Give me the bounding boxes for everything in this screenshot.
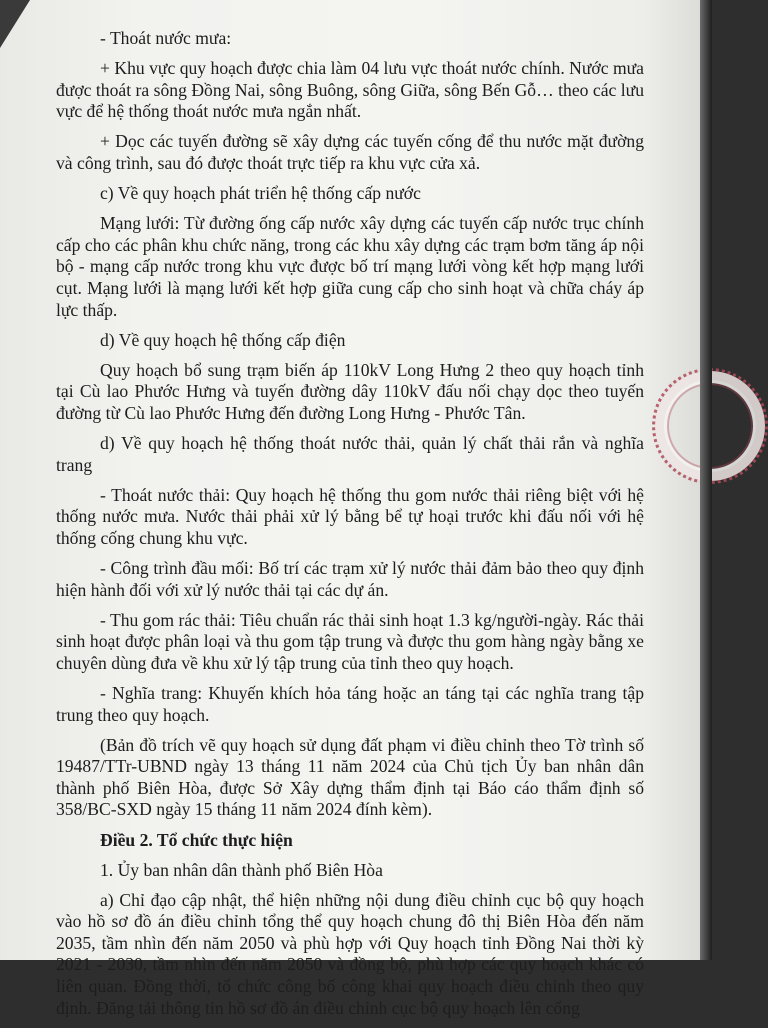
page-edge-shadow — [700, 0, 712, 960]
article-heading: Điều 2. Tổ chức thực hiện — [100, 829, 293, 850]
paragraph: a) Chỉ đạo cập nhật, thể hiện những nội dung điều chỉnh cục bộ quy hoạch vào hồ sơ đồ án điều chỉnh tổng thể quy hoạch chung đô thị Biên Hòa đến năm 2035, tầm nhìn đến năm 2050 và phù hợp với Quy hoạch tỉnh Đồng Nai thời kỳ 2021 - 2030, tầm nhìn đến năm 2050 và đồng bộ, phù hợp các quy hoạch khác có liên quan. Đồng thời, tổ chức công bố công khai quy hoạch điều chỉnh theo quy định. Đăng tải thông tin hồ sơ đồ án điều chỉnh cục bộ quy hoạch lên cổng — [56, 889, 644, 1018]
paragraph: - Thoát nước mưa: — [100, 28, 232, 48]
section-heading: d) Về quy hoạch hệ thống cấp điện — [100, 329, 346, 350]
paragraph: Mạng lưới: Từ đường ống cấp nước xây dựng các tuyến cấp nước trục chính cấp cho các phân khu chức năng, trong các khu xây dựng các trạm bơm tăng áp nội bộ - mạng cấp nước trong khu vực được bố trí mạng lưới vòng kết hợp mạng lưới cụt. Mạng lưới là mạng lưới kết hợp giữa cung cấp cho sinh hoạt và chữa cháy áp lực thấp. — [56, 213, 644, 320]
document-body — [56, 28, 644, 1028]
paragraph: + Khu vực quy hoạch được chia làm 04 lưu vực thoát nước chính. Nước mưa được thoát ra sông Đồng Nai, sông Buông, sông Giữa, sông Bến Gỗ… theo các lưu vực để hệ thống thoát nước mưa ngắn nhất. — [56, 58, 644, 122]
paragraph: - Nghĩa trang: Khuyến khích hỏa táng hoặc an táng tại các nghĩa trang tập trung theo quy hoạch. — [56, 682, 644, 725]
paragraph: - Thoát nước thải: Quy hoạch hệ thống thu gom nước thải riêng biệt với hệ thống nước mưa. Nước thải phải xử lý bằng bể tự hoại trước khi đấu nối với hệ thống cống chung khu vực. — [56, 484, 644, 548]
section-heading: 1. Ủy ban nhân dân thành phố Biên Hòa — [100, 859, 383, 880]
paragraph: (Bản đồ trích vẽ quy hoạch sử dụng đất phạm vi điều chỉnh theo Tờ trình số 19487/TTr-UBND ngày 13 tháng 11 năm 2024 của Chủ tịch Ủy ban nhân dân thành phố Biên Hòa, được Sở Xây dựng thẩm định tại Báo cáo thẩm định số 358/BC-SXD ngày 15 tháng 11 năm 2024 đính kèm). — [56, 734, 644, 820]
paragraph: Quy hoạch bổ sung trạm biến áp 110kV Long Hưng 2 theo quy hoạch tỉnh tại Cù lao Phước Hưng và tuyến đường dây 110kV đấu nối chạy dọc theo tuyến đường từ Cù lao Phước Hưng đến đường Long Hưng - Phước Tân. — [56, 359, 644, 423]
corner-fold — [0, 0, 30, 48]
section-heading: d) Về quy hoạch hệ thống thoát nước thải, quản lý chất thải rắn và nghĩa trang — [56, 433, 644, 475]
section-heading: c) Về quy hoạch phát triển hệ thống cấp nước — [100, 183, 421, 204]
paragraph: - Công trình đầu mối: Bố trí các trạm xử lý nước thải đảm bảo theo quy định hiện hành đối với xử lý nước thải tại các dự án. — [56, 557, 644, 600]
paragraph: + Dọc các tuyến đường sẽ xây dựng các tuyến cống để thu nước mặt đường và công trình, sau đó được thoát trực tiếp ra khu vực cửa xả. — [56, 131, 644, 173]
paragraph: - Thu gom rác thải: Tiêu chuẩn rác thải sinh hoạt 1.3 kg/người-ngày. Rác thải sinh hoạt được phân loại và thu gom tập trung và được thu gom hàng ngày bằng xe chuyên dùng đưa về khu xử lý tập trung của tỉnh theo quy hoạch. — [56, 609, 644, 673]
